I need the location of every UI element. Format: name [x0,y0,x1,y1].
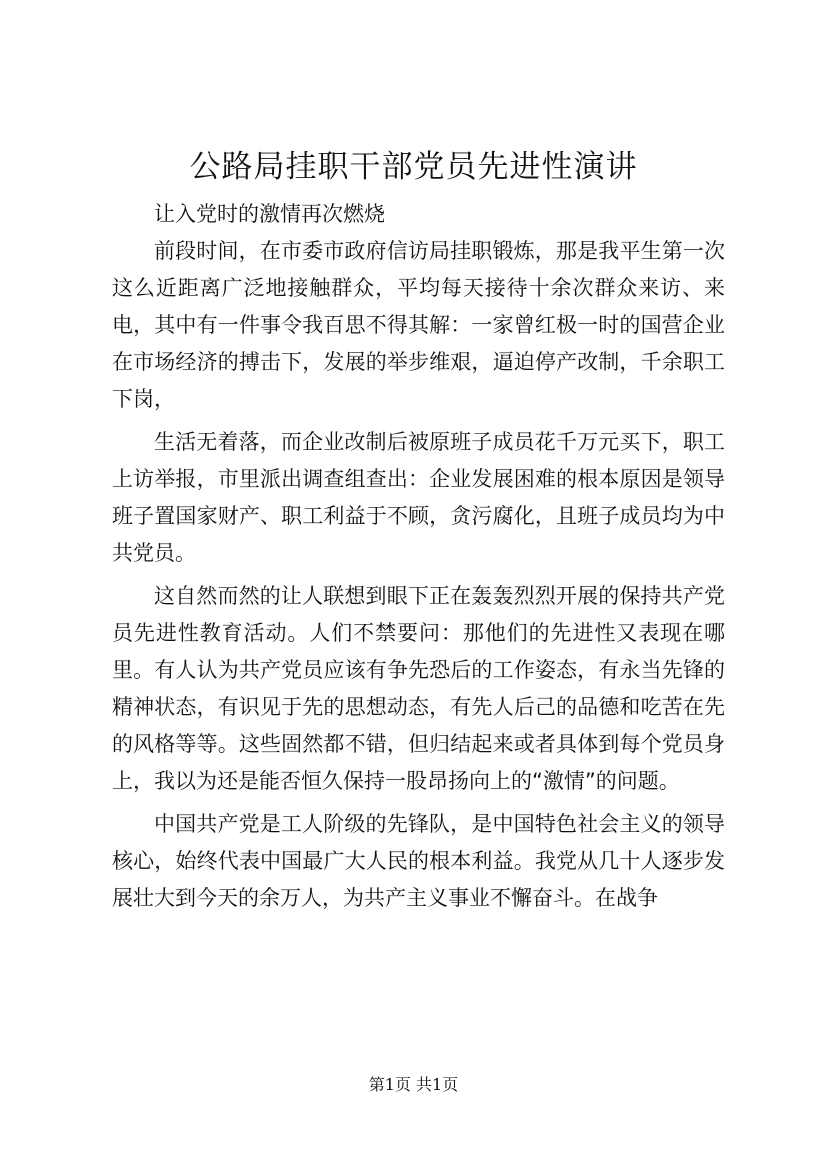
body-paragraph-4: 中国共产党是工人阶级的先锋队，是中国特色社会主义的领导核心，始终代表中国最广大人民的根本利益。我党从几十人逐步发展壮大到今天的余万人，为共产主义事业不懈奋斗。在战争 [112,812,725,910]
page-number-footer: 第1页 共1页 [368,1075,459,1094]
subtitle-paragraph: 让入党时的激情再次燃烧 [154,202,385,226]
body-paragraph-1: 前段时间，在市委市政府信访局挂职锻炼，那是我平生第一次这么近距离广泛地接触群众，平均每天接待十余次群众来访、来电，其中有一件事令我百思不得其解：一家曾红极一时的国营企业在市场经济的搏击下，发展的举步维艰，逼迫停产改制，千余职工下岗， [112,239,725,411]
document-body [112,196,725,917]
body-paragraph-3: 这自然而然的让人联想到眼下正在轰轰烈烈开展的保持共产党员先进性教育活动。人们不禁要问：那他们的先进性又表现在哪里。有人认为共产党员应该有争先恐后的工作姿态，有永当先锋的精神状态，有识见于先的思想动态，有先人后己的品德和吃苦在先的风格等等。这些固然都不错，但归结起来或者具体到每个党员身上，我以为还是能否恒久保持一股昂扬向上的“激情”的问题。 [112,584,725,793]
body-paragraph-2: 生活无着落，而企业改制后被原班子成员花千万元买下，职工上访举报，市里派出调查组查出：企业发展困难的根本原因是领导班子置国家财产、职工利益于不顾，贪污腐化，且班子成员均为中共党员。 [112,430,725,565]
document-title: 公路局挂职干部党员先进性演讲 [189,149,638,185]
